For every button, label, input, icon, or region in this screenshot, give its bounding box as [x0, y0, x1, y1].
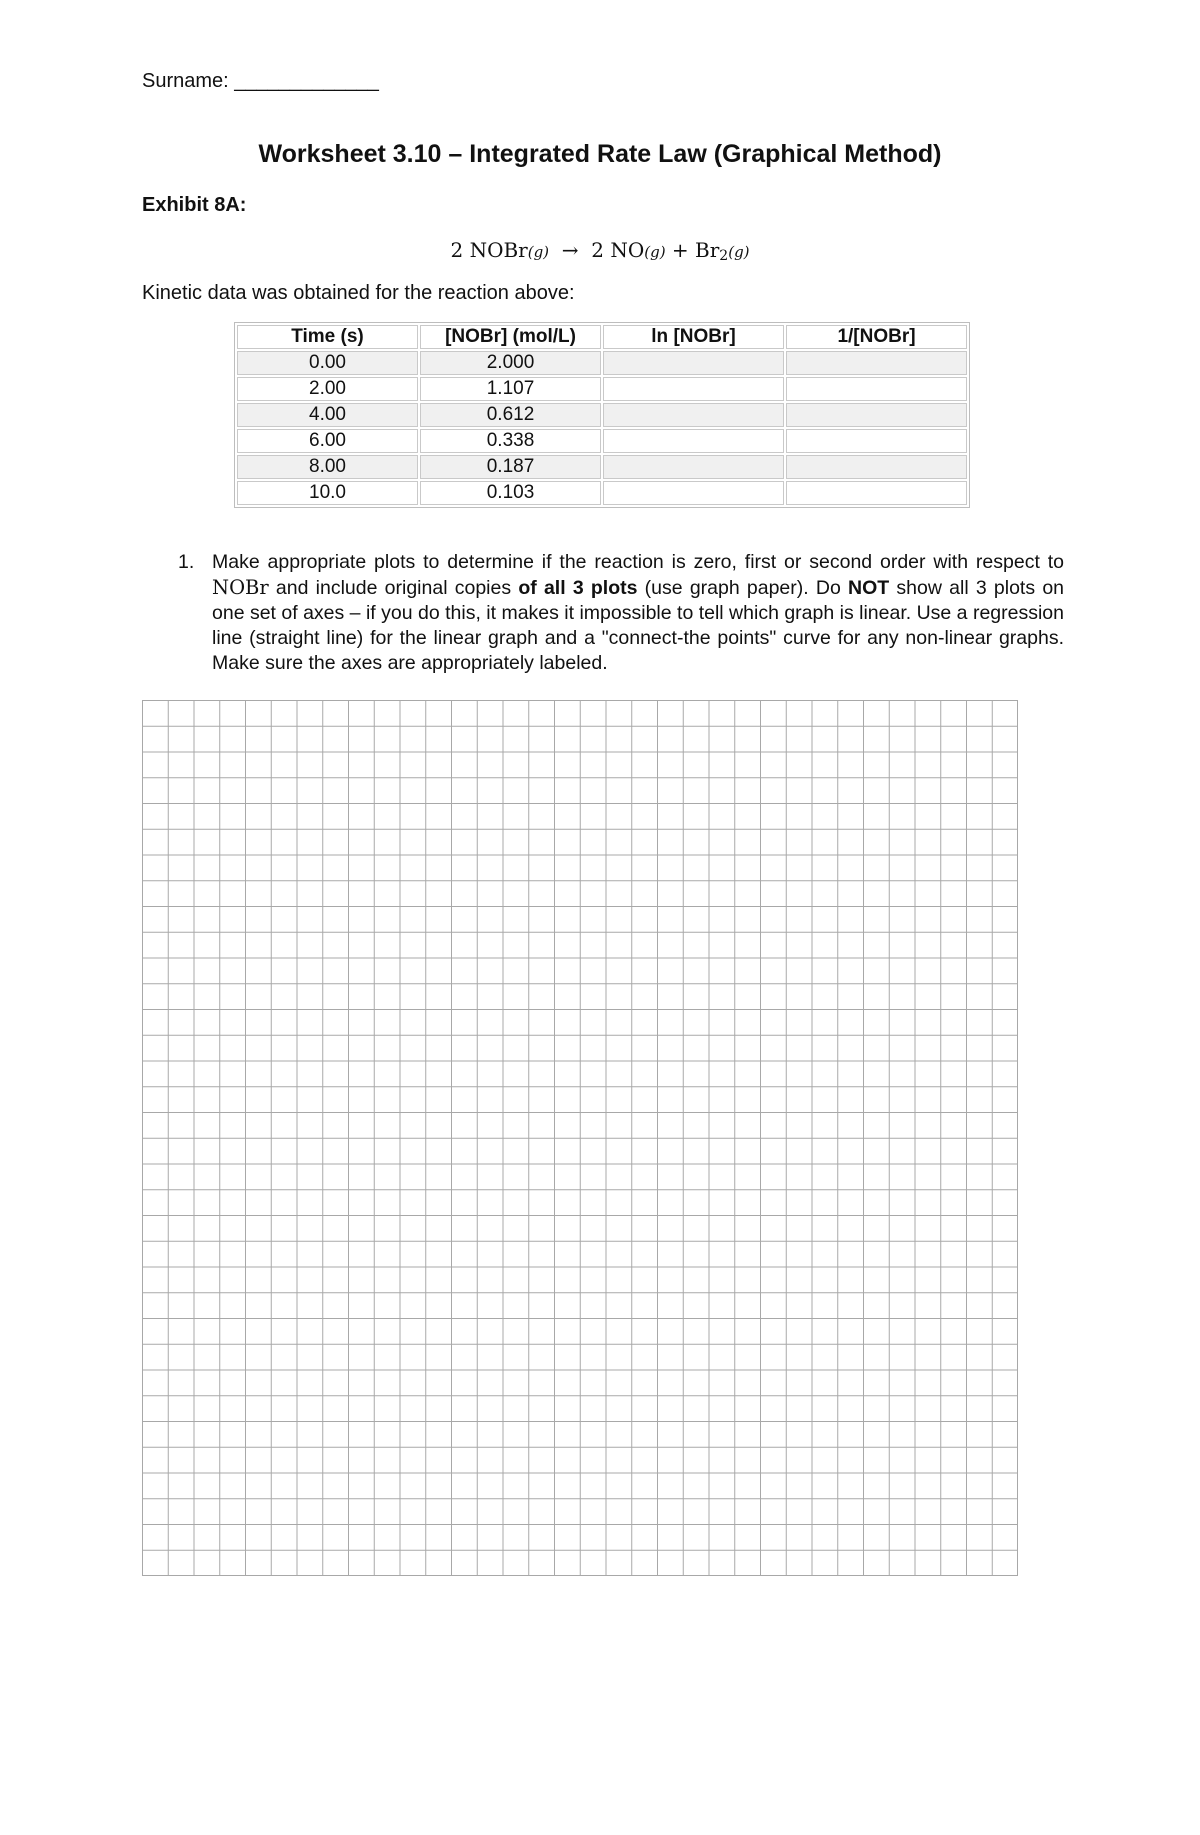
eq-product-2-subscript: 2 — [719, 248, 729, 264]
cell-time: 0.00 — [237, 351, 418, 375]
table-row — [237, 455, 967, 479]
header-inverse-concentration: 1/[NOBr] — [786, 325, 967, 349]
graph-paper-grid[interactable] — [142, 700, 1018, 1576]
question-text-part-2: and include original copies — [268, 577, 519, 599]
question-text-part-1: Make appropriate plots to determine if the reaction is zero, first or second order with respect to — [212, 551, 1064, 573]
question-number: 1. — [178, 551, 195, 573]
eq-coef-1: 2 — [450, 238, 464, 262]
cell-inverse-concentration[interactable] — [786, 429, 967, 453]
question-bold-all-plots: of all 3 plots — [518, 577, 638, 599]
cell-concentration: 0.612 — [420, 403, 601, 427]
cell-inverse-concentration[interactable] — [786, 403, 967, 427]
eq-reactant: NOBr — [469, 238, 528, 262]
table-row — [237, 429, 967, 453]
question-bold-not: NOT — [848, 577, 890, 599]
eq-reactant-phase: (g) — [527, 243, 550, 261]
cell-ln-concentration[interactable] — [603, 403, 784, 427]
eq-plus: + — [671, 238, 689, 262]
cell-concentration: 0.187 — [420, 455, 601, 479]
kinetic-data-table — [234, 322, 970, 508]
cell-ln-concentration[interactable] — [603, 429, 784, 453]
cell-inverse-concentration[interactable] — [786, 377, 967, 401]
question-text-part-4: show all 3 plots on one set of axes – if you do this, it makes it impossible to tell which graph is linear. Use a regression line (straight line) for the linear graph and a "connect-the points" curve for any non-linear graphs. Make sure the axes are appropriately labeled. — [212, 577, 1065, 674]
surname-field[interactable]: Surname: _____________ — [142, 70, 379, 92]
header-time: Time (s) — [237, 325, 418, 349]
intro-text: Kinetic data was obtained for the reaction above: — [142, 282, 575, 304]
cell-concentration: 0.103 — [420, 481, 601, 505]
cell-time: 2.00 — [237, 377, 418, 401]
eq-product-2-phase: (g) — [728, 243, 750, 261]
question-1 — [178, 550, 1064, 676]
exhibit-label: Exhibit 8A: — [142, 194, 247, 216]
cell-ln-concentration[interactable] — [603, 351, 784, 375]
header-concentration: [NOBr] (mol/L) — [420, 325, 601, 349]
eq-coef-2: 2 — [591, 238, 604, 262]
cell-time: 8.00 — [237, 455, 418, 479]
table-row — [237, 481, 967, 505]
question-math-nobr: NOBr — [212, 576, 269, 599]
cell-ln-concentration[interactable] — [603, 377, 784, 401]
reaction-equation — [0, 238, 1200, 264]
cell-inverse-concentration[interactable] — [786, 481, 967, 505]
eq-product-1-phase: (g) — [644, 243, 666, 261]
table-row — [237, 351, 967, 375]
table-row — [237, 377, 967, 401]
worksheet-title: Worksheet 3.10 – Integrated Rate Law (Graphical Method) — [258, 140, 942, 168]
cell-concentration: 1.107 — [420, 377, 601, 401]
table-row — [237, 403, 967, 427]
cell-time: 4.00 — [237, 403, 418, 427]
eq-arrow: → — [561, 238, 579, 262]
cell-time: 6.00 — [237, 429, 418, 453]
question-text-part-3: (use graph paper). Do — [637, 577, 849, 599]
cell-ln-concentration[interactable] — [603, 481, 784, 505]
cell-concentration: 2.000 — [420, 351, 601, 375]
cell-inverse-concentration[interactable] — [786, 351, 967, 375]
cell-ln-concentration[interactable] — [603, 455, 784, 479]
eq-product-1: NO — [610, 238, 645, 262]
header-ln-concentration: ln [NOBr] — [603, 325, 784, 349]
cell-concentration: 0.338 — [420, 429, 601, 453]
cell-inverse-concentration[interactable] — [786, 455, 967, 479]
question-text — [212, 550, 1064, 676]
cell-time: 10.0 — [237, 481, 418, 505]
table-header-row — [237, 325, 967, 349]
eq-product-2: Br — [695, 238, 720, 262]
